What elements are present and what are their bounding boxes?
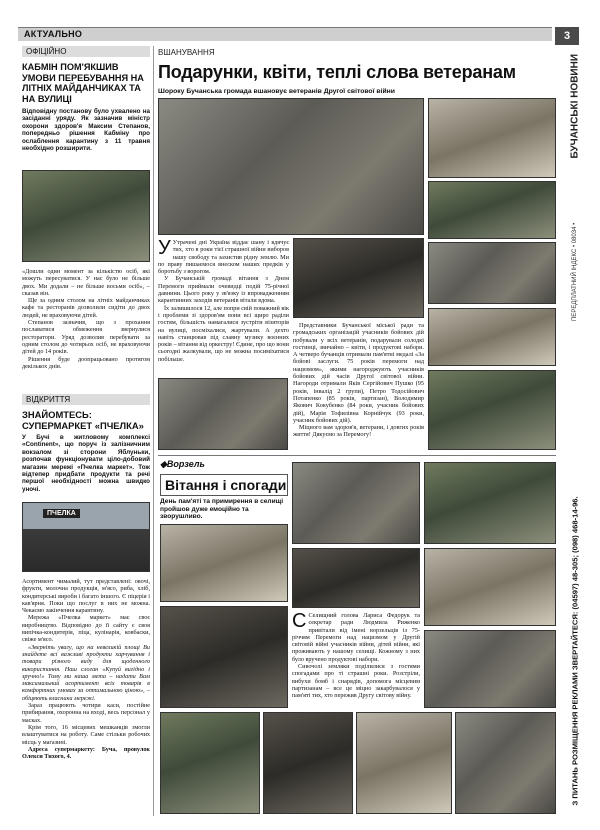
street-photo bbox=[22, 170, 150, 262]
vorzel-photo-left-mid bbox=[160, 606, 288, 708]
rubric-vorzel bbox=[160, 459, 205, 470]
shop-address: Адреса супермаркету: Буча, провулок Олекси Тихого, 4. bbox=[22, 745, 150, 761]
vorzel-photo-7 bbox=[160, 712, 260, 814]
page-number: 3 bbox=[555, 27, 579, 45]
shop-p2: Мережа «Пчелка маркет» має своє виробництво. Відповідно до її сайту є своя випічка-кондитерія, піца, кулінарія, ковбаски, свіже м'ясо. bbox=[22, 614, 150, 644]
vorzel-p1: Селищний голова Лариса Федорук та секретар ради Людмила Риженко привітали від імені ворзельців із 75-річчям Перемоги над нацизмом у Другій світовій війні учасників війни, дітей війни, які проживають у нашому селищі. Кожному з них було вручено продуктові набори. bbox=[292, 612, 420, 663]
shop-p1: Асортимент чималий, тут представлені: овочі, фрукти, молочна продукція, м'ясо, риба, хліб, кондитерські вироби і багато іншого. Є пiцерія і кав'ярня. Поки що послуг в них не можна. Чекаємо закінчення карантину. bbox=[22, 578, 150, 615]
rubric-opening: ВІДКРИТТЯ bbox=[22, 394, 150, 405]
official-p1: Ще за одним столом на літніх майданчиках кафе та ресторанів дозволили сидіти до двох людей, не враховуючи дітей. bbox=[22, 297, 150, 319]
veteran-photo-bottom-left bbox=[158, 378, 288, 450]
ad-contact-text: З ПИТАНЬ РОЗМІЩЕННЯ РЕКЛАМИ ЗВЕРТАЙТЕСЯ: (04597) 48-305; (098) 468-14-96. bbox=[570, 496, 580, 806]
main-headline: Подарунки, квіти, теплі слова ветеранам bbox=[158, 62, 516, 82]
veteran-main-photo bbox=[158, 98, 424, 235]
main-col2-text: Їх залишилося 12, але попри свій поважний вік і проблеми зі здоров'ям вони всі щиро раділи гостям, більшість намагалися зустріти візиторів на вулиці, посміхалися, жартували. А дехто навіть станцював під славну музику воєнних років – вітання від оркестру! Єдине, про що вони сьогодні жалкували, що не можна посиміхатися побільше. bbox=[158, 304, 289, 363]
main-col3-text: Представники Бучанської міської ради та громадських організацій учасників бойових дій побували у всіх ветеранів, подарували солодкі гостинці, звичайно – квіти, і продуктові набори. А четверо бучанців отримали пам'ятні медалі «За бойові заслуги. 75 років перемоги над нацизмом», якими нагороджують учасників бойових дій часів Другої світової війни. Нагороди отримали Яків Сергійович Пушко (95 років, інвалід 2 групи), Петро Тодосійович Потапенко (85 років, партизан), Володимир Якович Кокубенко (84 роки, учасник бойових дій), Марія Тофилівна Корнійчук (93 роки, учасник бойових дій). bbox=[293, 322, 424, 424]
rubric-honoring: ВШАНУВАННЯ bbox=[158, 48, 215, 57]
section-divider bbox=[158, 455, 556, 456]
vorzel-photo-9 bbox=[356, 712, 452, 814]
veteran-photo-right-2 bbox=[428, 181, 556, 239]
masthead-vertical bbox=[566, 52, 584, 162]
shop-p4: Зараз працюють чотири каси, постійне прибирання, охоронна на вході, весь персонал у масках. bbox=[22, 702, 150, 724]
official-body bbox=[22, 268, 150, 386]
shop-p5: Крім того, 16 місцевих мешканців змогли влаштуватися на роботу. Саме стільки робочих місць у магазині. bbox=[22, 723, 150, 746]
ad-contact-vertical bbox=[566, 330, 584, 810]
vorzel-photo-1 bbox=[160, 524, 288, 602]
vorzel-p2: Сивочолі земляки поділилися з гостями спогадами про ті страшні роки. Розстріли, вибухи бомб і снарядів, допомога місцевим партизанам – все це міцно закарбувалося у пам'яті тих, хто пережив Другу світову війну. bbox=[292, 663, 420, 700]
masthead-text: БУЧАНСЬКІ НОВИНИ bbox=[569, 53, 581, 159]
vorzel-photo-8 bbox=[263, 712, 353, 814]
main-col-1 bbox=[158, 239, 289, 375]
subscription-index bbox=[568, 165, 582, 325]
vorzel-photo-2 bbox=[292, 462, 420, 544]
vorzel-photo-4 bbox=[292, 548, 420, 608]
veteran-photo-right-4 bbox=[428, 308, 556, 366]
supermarket-photo bbox=[22, 502, 150, 572]
vorzel-body bbox=[292, 612, 420, 708]
vorzel-dropcap: С bbox=[292, 612, 307, 632]
vorzel-headline: Вітання і спогади bbox=[165, 477, 287, 493]
vorzel-photo-3 bbox=[424, 462, 556, 544]
shop-headline: ЗНАЙОМТЕСЬ: СУПЕРМАРКЕТ «ПЧЕЛКА» bbox=[22, 409, 144, 431]
rubric-vorzel-text: Ворзель bbox=[166, 459, 205, 469]
veteran-photo-right-3 bbox=[428, 242, 556, 304]
section-title: АКТУАЛЬНО bbox=[24, 29, 83, 39]
vorzel-photo-6 bbox=[424, 630, 556, 708]
diamond-icon: ◆ bbox=[160, 459, 167, 469]
rubric-official: ОФІЦІЙНО bbox=[22, 46, 150, 57]
main-subhead: Шороку Бучанська громада вшановує ветеранів Другої світової війни bbox=[158, 88, 395, 95]
vorzel-lead: День пам'яті та примирення в селищі пройшов дуже емоційно та зворушливо. bbox=[160, 498, 284, 521]
official-quote: «Дошли один момент за кількістю осіб, які можуть пересуватися. У нас було не більше двох. Ми додали – не більше восьми осіб», – сказав він. bbox=[22, 268, 150, 297]
shop-lead: У Бучі в житловому комплексі «Continent», що поруч із залізничним вокзалом зі сторони Яблуньки, розпочав функціонувати ціло-добовий магазин мережі «Пчелка маркет». Тож відтепер придбати продукти та речі першої необхідності можна швидко уночі. bbox=[22, 434, 150, 493]
official-lead: Відповідну постанову було ухвалено на засіданні уряду. Як зазначив міністр охорони здоров'я Максим Степанов, попередньо рішення Кабміну про ослаблення карантину з 11 травня необхідно розширити. bbox=[22, 108, 150, 153]
veteran-photo-bottom-right bbox=[428, 370, 556, 450]
main-col-3 bbox=[293, 322, 424, 450]
vorzel-photo-10 bbox=[455, 712, 556, 814]
main-col1-text: Утрачені дні Україна віддає шану і вдячує тих, хто в роки тієї страшної війни виборов нашу свободу та захистив рідну землю. Ми по праву пишаємося внеском наших предків у боротьбу з ворогом. bbox=[158, 239, 289, 276]
veteran-photo-mid bbox=[293, 238, 424, 318]
shop-p3: «Зверніть увагу, що на невеликій площі Ви знайдете всі важливі продукти харчування і товари різного виду для щоденного використання. Наш слоган «Купуй вигідно і зручно!» Тому ми наша мета – надати Вам максимальний асортимент всіх товарів в комфортних умовах за оптимальною ціною», – обіцяють власники мережі. bbox=[22, 643, 150, 702]
shop-sign: ПЧЕЛКА bbox=[43, 509, 80, 518]
main-closing: Міцного вам здоров'я, ветерани, і довгих років життя! Дякуємо за Перемогу! bbox=[293, 424, 424, 439]
main-col1b-text: У Бучанській громаді вітання з Днем Перемоги приймали очевидці подій 75-річної давнини. Цього року у зв'язку із впровадженням карантинних заходів ветеранів вітали вдома. bbox=[158, 275, 289, 305]
vorzel-photo-5 bbox=[424, 548, 556, 626]
veteran-photo-right-1 bbox=[428, 98, 556, 178]
column-divider bbox=[153, 46, 154, 816]
official-headline: КАБМІН ПОМ'ЯКШИВ УМОВИ ПЕРЕБУВАННЯ НА ЛІТНІХ МАЙДАНЧИКАХ ТА НА ВУЛИЦІ bbox=[22, 62, 144, 104]
official-p3: Рішення буде доопрацьовано протягом декількох днів. bbox=[22, 355, 150, 370]
shop-body bbox=[22, 578, 150, 814]
section-header-bar bbox=[18, 27, 552, 41]
subscription-index-text: ПЕРЕДПЛАТНИЙ ІНДЕКС • 08034 • bbox=[572, 222, 578, 321]
official-p2: Степанов зазначив, що з прохання пославатися обмеження звернулися ресторатори. Уряд дозволив перебувати за одним столом до чотирьох осіб, не враховуючи дітей до 14 років. bbox=[22, 319, 150, 356]
vorzel-headline-box bbox=[160, 474, 288, 496]
main-dropcap: У bbox=[158, 239, 171, 259]
